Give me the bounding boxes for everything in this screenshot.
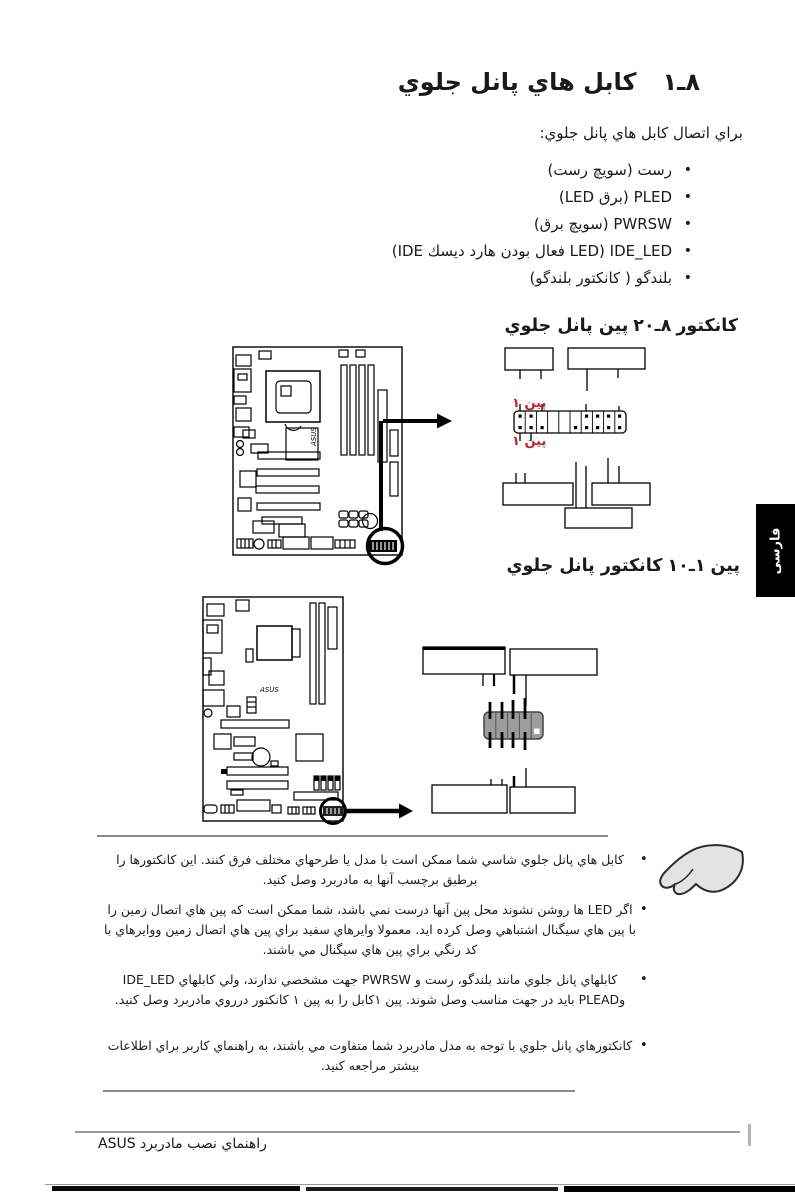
bullet-icon: •	[683, 188, 692, 205]
wire-box	[503, 483, 573, 505]
pin1-label-top: پين ١	[512, 396, 547, 411]
heading-suffix: پين پانل جلوي	[504, 316, 629, 336]
note-connector-models: كانكتورهاي پانل جلوي با توجه به مدل مادربرد شما متفاوت مي باشند، به راهنماي كاربر براي اطلاعات بيشتر مراجعه كنيد.	[107, 1038, 633, 1073]
pin-diagram-10-1	[423, 647, 597, 813]
wire-box	[505, 348, 553, 370]
note-chassis-cables: كابل هاي پانل جلوي شاسي شما ممكن است با مدل يا طرحهاي مختلف فرق كنند. اين كانكتورها را برطبق برچسب آنها به مادربرد وصل كنيد.	[116, 852, 624, 887]
list-item	[392, 264, 692, 291]
bullet-icon: •	[683, 215, 692, 232]
pin1-marker	[534, 729, 540, 735]
wire-box	[592, 483, 650, 505]
language-tab-farsi	[756, 504, 795, 597]
cable-item-ideled: IDE_LED (‏LED فعال بودن هارد ديسك IDE)	[391, 241, 672, 260]
bullet-icon: •	[683, 242, 692, 259]
section-heading-20-8	[505, 316, 738, 336]
note-led-orientation: اگر LED ها روشن نشوند محل پين آنها درست نمي باشد، شما ممكن است كه پين هاي اتصال زمين را با پين هاي سيگنال اشتباهي وصل كرده ايد. معمولا وايرهاي سفيد براي پين هاي اتصال زمين ووايرهاي با كد رنگي براي پين هاي سيگنال مي باشند.	[104, 902, 636, 957]
page-title-text: كابل هاي پانل جلوي	[397, 68, 637, 96]
list-item	[392, 156, 692, 183]
heading-prefix: پين	[710, 556, 740, 576]
motherboard-diagram-1	[233, 347, 452, 564]
pin1-label-bottom: پين ١	[512, 434, 547, 449]
cable-item-reset: رست (سويچ رست)	[547, 160, 672, 179]
bullet-icon: •	[683, 269, 692, 286]
note-hand-icon	[660, 845, 743, 894]
bullet-icon: •	[640, 852, 648, 867]
section-number: ١ـ٨	[662, 68, 700, 96]
arrow-2	[346, 804, 413, 819]
header-10pin	[484, 698, 543, 750]
panel-connector-1	[369, 540, 397, 552]
note-cable-direction: كابلهاي پانل جلوي مانند بلندگو، رست و PWRSW جهت مشخصي ندارند، ولي كابلهاي IDE_LED وPLEAD بايد در جهت مناسب وصل شوند. پين ١كابل را به پين ١ كانكتور درروي مادربرد وصل كنيد.	[114, 972, 626, 1007]
bullet-icon: •	[640, 902, 648, 917]
heading-prefix: كانكتور	[676, 316, 738, 336]
footer-text: راهنماي نصب مادربرد ASUS	[98, 1136, 267, 1152]
footer-divider	[75, 1131, 740, 1133]
section-heading-10-1	[507, 556, 740, 576]
scan-edge	[45, 1124, 795, 1192]
motherboard-diagram-2	[203, 597, 413, 824]
list-item	[392, 183, 692, 210]
notes-divider-bottom	[103, 1090, 575, 1092]
bullet-icon: •	[640, 972, 648, 987]
wire-box	[568, 348, 645, 369]
asus-logo-board1: ASUS	[310, 427, 318, 446]
cable-item-pwrsw: PWRSW (سويچ برق)	[533, 214, 672, 233]
cable-item-pled: PLED (برق LED)	[558, 187, 672, 206]
cable-item-speaker: بلندگو ( كانكتور بلندگو)	[529, 268, 672, 287]
wire-box	[423, 647, 505, 674]
asus-logo-board2: ASUS	[260, 686, 279, 694]
wire-box	[432, 785, 507, 813]
heading-number: ٢٠ـ٨	[633, 316, 672, 336]
panel-connector-2	[323, 806, 343, 816]
bullet-icon: •	[640, 1038, 648, 1053]
notes-divider-top	[97, 835, 608, 837]
wire-box	[565, 508, 632, 528]
pin-diagram-20-8	[503, 348, 650, 528]
list-item	[392, 237, 692, 264]
page-title	[398, 68, 700, 96]
list-item	[392, 210, 692, 237]
language-tab-label: فارسی	[768, 527, 783, 574]
cable-list	[392, 156, 692, 291]
intro-line: براي اتصال كابل هاي پانل جلوي:	[539, 124, 743, 142]
bullet-icon: •	[683, 161, 692, 178]
wire-box	[510, 649, 597, 675]
heading-number: ١٠ـ١	[667, 556, 706, 576]
wire-box	[510, 787, 575, 813]
heading-suffix: كانكتور پانل جلوي	[506, 556, 663, 576]
